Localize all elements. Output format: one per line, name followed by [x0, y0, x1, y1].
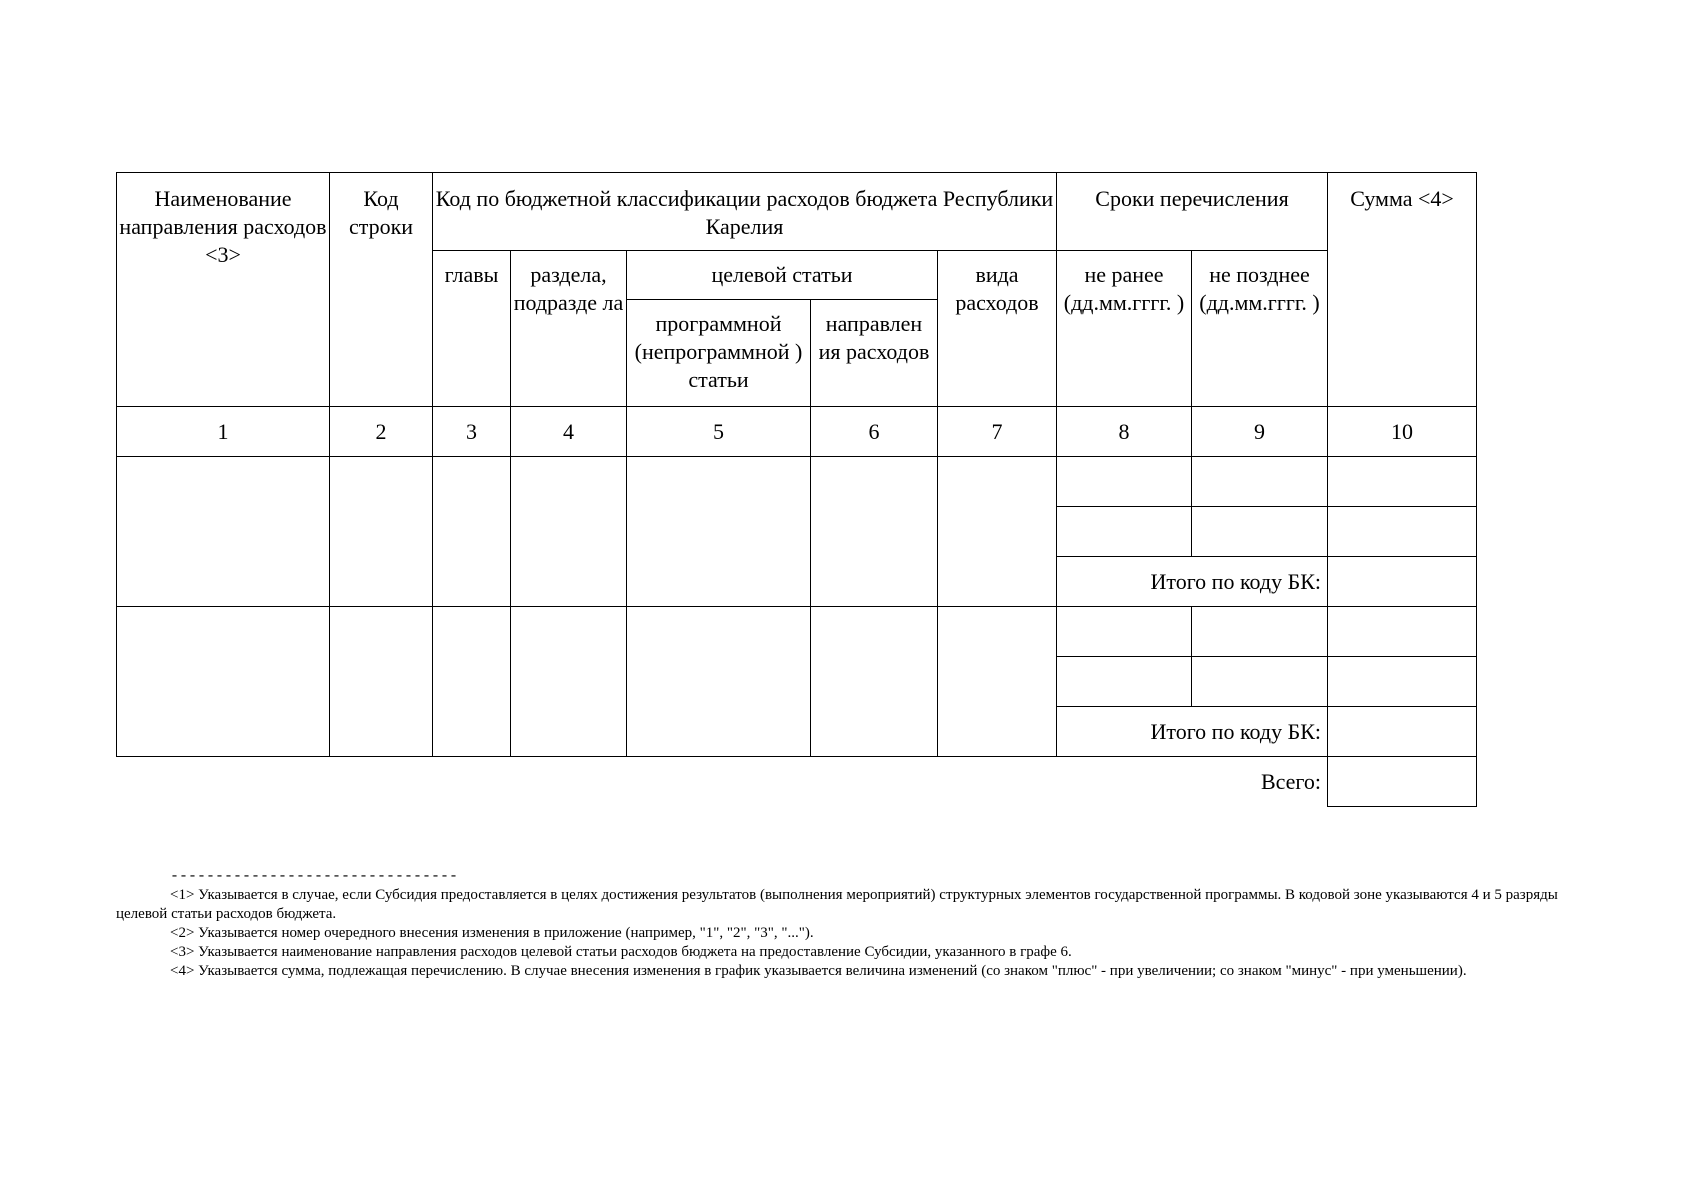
transfer-schedule-table [116, 172, 1477, 807]
table-cell[interactable] [1192, 507, 1328, 557]
table-cell[interactable] [433, 607, 511, 757]
subtotal-label: Итого по коду БК: [1057, 707, 1328, 757]
footnote-separator: -------------------------------- [170, 868, 459, 885]
table-cell[interactable] [1057, 457, 1192, 507]
table-cell[interactable] [1057, 607, 1192, 657]
table-cell[interactable] [1057, 657, 1192, 707]
column-number: 6 [811, 407, 938, 457]
column-number: 2 [330, 407, 433, 457]
column-number: 8 [1057, 407, 1192, 457]
table-cell[interactable] [433, 457, 511, 607]
header-program: программной (непрограммной ) статьи [627, 300, 811, 407]
table-cell[interactable] [1328, 457, 1477, 507]
footnote-3: <3> Указывается наименование направления расходов целевой статьи расходов бюджета на предоставление Субсидии, указанного в графе 6. [170, 944, 1072, 960]
header-not-earlier: не ранее (дд.мм.гггг. ) [1057, 251, 1192, 407]
table-cell[interactable] [938, 607, 1057, 757]
table-cell[interactable] [330, 607, 433, 757]
column-number: 7 [938, 407, 1057, 457]
header-kind: вида расходов [938, 251, 1057, 407]
total-label: Всего: [1260, 768, 1321, 794]
header-bk-code: Код по бюджетной классификации расходов бюджета Республики Карелия [433, 173, 1057, 251]
table-cell[interactable] [811, 607, 938, 757]
header-chapter: главы [433, 251, 511, 407]
table-cell[interactable] [1057, 507, 1192, 557]
table-cell[interactable] [511, 607, 627, 757]
table-cell[interactable] [1192, 457, 1328, 507]
table-cell[interactable] [117, 607, 330, 757]
column-number: 5 [627, 407, 811, 457]
header-target: целевой статьи [627, 251, 938, 300]
table-cell[interactable] [1328, 657, 1477, 707]
subtotal-label: Итого по коду БК: [1057, 557, 1328, 607]
table-cell[interactable] [627, 607, 811, 757]
footnote-4: <4> Указывается сумма, подлежащая перечислению. В случае внесения изменения в график указывается величина изменений (со знаком "плюс" - при увеличении; со знаком "минус" - при уменьшении). [170, 963, 1467, 979]
table-cell[interactable] [1192, 607, 1328, 657]
header-direction: направлен ия расходов [811, 300, 938, 407]
footnote-2: <2> Указывается номер очередного внесения изменения в приложение (например, "1", "2", "3", "..."). [170, 925, 814, 941]
subtotal-cell[interactable] [1328, 707, 1477, 757]
table-cell[interactable] [811, 457, 938, 607]
table-cell[interactable] [1328, 507, 1477, 557]
column-number: 9 [1192, 407, 1328, 457]
column-number: 10 [1328, 407, 1477, 457]
header-terms: Сроки перечисления [1057, 173, 1328, 251]
column-number: 1 [117, 407, 330, 457]
table-cell[interactable] [627, 457, 811, 607]
table-cell[interactable] [330, 457, 433, 607]
footnote-1: <1> Указывается в случае, если Субсидия предоставляется в целях достижения результатов (выполнения мероприятий) структурных элементов государственной программы. В кодовой зоне указываются 4 и 5 разряды целевой статьи расходов бюджета. [116, 887, 1558, 922]
subtotal-cell[interactable] [1328, 557, 1477, 607]
total-cell[interactable] [1328, 757, 1477, 807]
header-section: раздела, подразде ла [511, 251, 627, 407]
column-number: 4 [511, 407, 627, 457]
header-row-code: Код строки [330, 173, 433, 407]
footnotes [116, 868, 1606, 981]
table-cell[interactable] [938, 457, 1057, 607]
table-cell[interactable] [1192, 657, 1328, 707]
table-cell[interactable] [117, 457, 330, 607]
table-cell[interactable] [1328, 607, 1477, 657]
header-not-later: не позднее (дд.мм.гггг. ) [1192, 251, 1328, 407]
table-cell[interactable] [511, 457, 627, 607]
column-number: 3 [433, 407, 511, 457]
header-name: Наименование направления расходов <3> [117, 173, 330, 407]
header-sum: Сумма <4> [1328, 173, 1477, 407]
